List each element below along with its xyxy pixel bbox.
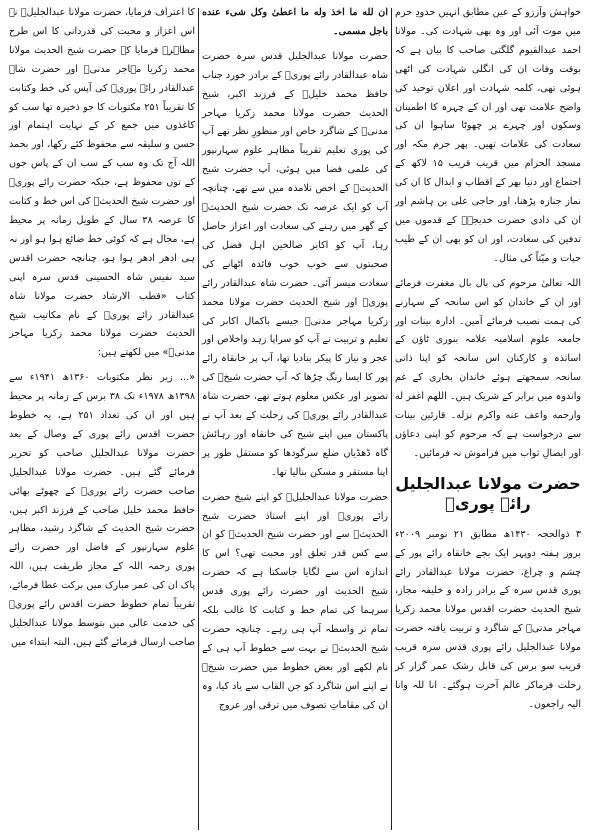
- section-heading: حضرت مولانا عبدالجلیل رائے پوریؒ: [395, 473, 581, 513]
- arabic-quote: ان لله ما اخذ وله ما اعطیٰ وکل شیء عنده باجل مسمی۔: [202, 7, 388, 37]
- paragraph: خواہش وآرزو کے عین مطابق انہیں حدودِ حرم میں موت آئی اور وہ بھی شہادت کی۔ مولانا احمد عبدالقیوم گلگتی صاحب کا بیان ہے کہ بوقت وفات ان کی انگلی شہادت کی اٹھی ہوئی تھی، کلمہ شہادت اور اعلان توحید کی واضح علامت تھی اور ان کے چہرہ کا اطمینان وسکون اور چہرے پر چھوٹا ساہوا ان کی سعادت کی علامات تھیں۔ پھر حرم مکہ اور مسجد الحرام میں قریب قریب ۱۵ لاکھ کے اجتماع اور دنیا بھر کے اقطاب و ابدال کا ان کی نماز جنازہ پڑھنا، اور حاجی علی بن ہاشم اور ان کی دادی حضرت خدیجہؓ کے قدموں میں تدفین کی سعادت، اور ان کو بھی ان کے طیب حیات و میّتاً کی مثال۔: [395, 7, 581, 264]
- paragraph: ۳ ذوالحجہ ۱۴۳۰ھ مطابق ۲۱ نومبر ۲۰۰۹ء بروز ہفتہ دوپہر ایک بجے خانقاہ رائے پور کے چشم و چراغ، حضرت مولانا عبدالقادر رائے پوری قدس سرہ کے برادر زادہ و خلیفہ مجاز، شیخ الحدیث حضرت اقدس مولانا محمد زکریا مہاجر مدنیؒ کے شاگرد و تربیت یافتہ حضرت مولانا عبدالجلیل رائے پوری قدس سرہ قریب قریب سو برس کی قابل رشک عمر گزار کر رحلت فرماکر عالم آخرت ہوگئے۔ انا للہ وانا الیہ راجعون۔: [395, 528, 581, 710]
- column-middle: [199, 4, 391, 834]
- column-right: [392, 4, 584, 834]
- paragraph: حضرت مولانا عبدالجلیل قدس سرہ حضرت شاہ عبدالقادر رائے پوریؒ کے برادر خورد جناب حافظ محمد خلیلؒ کے فرزند اکبر، شیخ الحدیث حضرت مولانا محمد زکریا مہاجر مدنیؒ کے شاگرد خاص اور منظورِ نظر تھے آپ کی پوری تعلیم تقریباً مظاہر علوم سہارنپور کی علمی فضا میں ہوئی، آپ حضرت شیخ الحدیثؒ کے اخص تلامذہ میں سے تھے، چنانچہ آپ کو ایک عرصہ تک حضرت شیخ الحدیثؒ کے گھر میں رہنے کی سعادت اور اعزاز حاصل رہا، آپ کو اکابر صالحین اہل فضل کی صحبتوں سے خوب خوب فائدہ اٹھانے کی سعادت میسر آئی۔ حضرت شاہ عبدالقادر رائے پوریؒ اور شیخ الحدیث حضرت مولانا محمد زکریا مہاجر مدنیؒ جیسے باکمال اکابر کی تعلیم و تربیت نے آپ کو سراپا زہد واخلاص اور عجز و نیاز کا پیکر بنادیا تھا، آپ پر خانقاہ رائے پور کا ایسا رنگ چڑھا کہ آپ حضرت شیخؒ کی تصویر اور عکس معلوم ہوتے تھے، حضرت شاہ عبدالقادر رائے پوریؒ کی رحلت کے بعد آپ نے پاکستان میں اپنے شیخ کی خانقاہ اور رہائش گاہ ڈھڈیاں ضلع سرگودھا کو مستقل طور پر اپنا مستقر و مسکن بنالیا تھا۔: [202, 50, 388, 478]
- paragraph: حضرت مولانا عبدالجلیلؒ کو اپنے شیخ حضرت رائے پوریؒ اور اپنے استاذ حضرت شیخ الحدیثؒ سے اور حضرت شیخ الحدیثؒ کو ان سے کس قدر تعلق اور محبت تھی؟ اس کا اندازہ اس سے لگایا جاسکتا ہے کہ حضرت شیخ الحدیث اور حضرت رائے پوری قدس سرہما کی تمام خط و کتابت کا غالب بلکہ تمام تر واسطہ آپ ہی رہے۔ چنانچہ حضرت شیخ الحدیثؒ نے بہت سے خطوط آپ ہی کے نام لکھے اور بعض خطوط میں حضرت شیخؒ نے اپنے اس شاگرد کو جن القاب سے یاد کیا، وہ ان کی مقاماتِ تصوف میں ترقی اور عروج: [202, 491, 388, 711]
- paragraph: کا اعتراف فرمایا، حضرت مولانا عبدالجلیلؒ نے اس اعزاز و محبت کی قدردانی کا اس طرح مظاہرہ فرمایا کہ حضرت شیخ الحدیث مولانا محمد زکریا مہاجر مدنیؒ اور حضرت شاہ عبدالقادر رائے پوریؒ کی آپس کی خط وکتابت کا تقریباً ۲۵۱ مکتوبات کا جو ذخیرہ تھا سب کو کاغذوں میں جمع کر کے نہایت اہتمام اور حسن و سلیقہ سے محفوظ کئے رکھا، اور بحمد اللہ آج تک وہ سب کے سب ان کے پاس جوں کے توں محفوظ ہے، جبکہ حضرت رائے پوریؒ اور حضرت شیخ الحدیثؒ کی اس خط و کتابت کا عرصہ ۳۸ سال کے طویل زمانہ پر محیط ہے، مجال ہے کہ کوئی خط ضائع ہوا ہو اور نہ ہی ادھر ادھر ہوا ہو، چنانچہ حضرت اقدس سید نفیس شاہ الحسینی قدس سرہ اپنی کتاب «قطب الارشاد حضرت مولانا شاہ عبدالقادر رائے پوریؒ کے نام مکاتیب شیخ الحدیث حضرت مولانا محمد زکریا مہاجر مدنیؒ» میں لکھتے ہیں:: [9, 7, 196, 359]
- quote-paragraph: «... زیر نظر مکتوبات ۱۳۶۰ھ ۱۹۴۱ء سے ۱۳۹۸ھ ۱۹۷۸ء تک ۳۸ برس کے زمانہ پر محیط ہیں اور ان کی تعداد ۲۵۱ ہے، یہ خطوط حضرت اقدس رائے پوری کے وصال کے بعد حضرت مولانا عبدالجلیل صاحب کو تحریر فرمائے گئے ہیں۔ حضرت مولانا عبدالجلیل صاحب حضرت رائے پوریؒ کے چھوٹے بھائی حافظ محمد خلیل صاحب کے فرزند اکبر ہیں، حضرت شیخ الحدیث کے شاگرد رشید، مظاہر علوم سہارنپور کے فاضل اور حضرت رائے پوری رحمہ اللہ کے مجاز طریقت ہیں، اللہ پاک ان کی عمر مبارک میں برکت عطا فرمائے، تقریباً تمام خطوط حضرت اقدس رائے پوریؒ کی خدمت عالی میں بتوسط مولانا عبدالجلیل صاحب ارسال فرمائے گئے ہیں، البتہ ابتداء میں: [9, 372, 195, 648]
- column-left: [6, 4, 198, 834]
- paragraph: اللہ تعالیٰ مرحوم کی بال بال مغفرت فرمائے اور ان کے خاندان کو اس سانحہ کے سہارنے کی ہمت نصیب فرمائے آمین۔ ادارہ بینات اور جامعہ علوم اسلامیہ علامہ بنوری ٹاؤن کے اساتذہ و کارکنان اس سانحہ کو اپنا ذاتی سانحہ سمجھتے ہوئے خاندان بخاری کے غم واندوہ میں برابر کے شریک ہیں۔ اللھم اغفر له وارحمه واعف عنه واکرم نزله۔ قارئین بینات سے درخواست ہے کہ مرحوم کو اپنی دعاؤں اور ایصالِ ثواب میں فراموش نہ فرمائیں۔: [395, 277, 581, 459]
